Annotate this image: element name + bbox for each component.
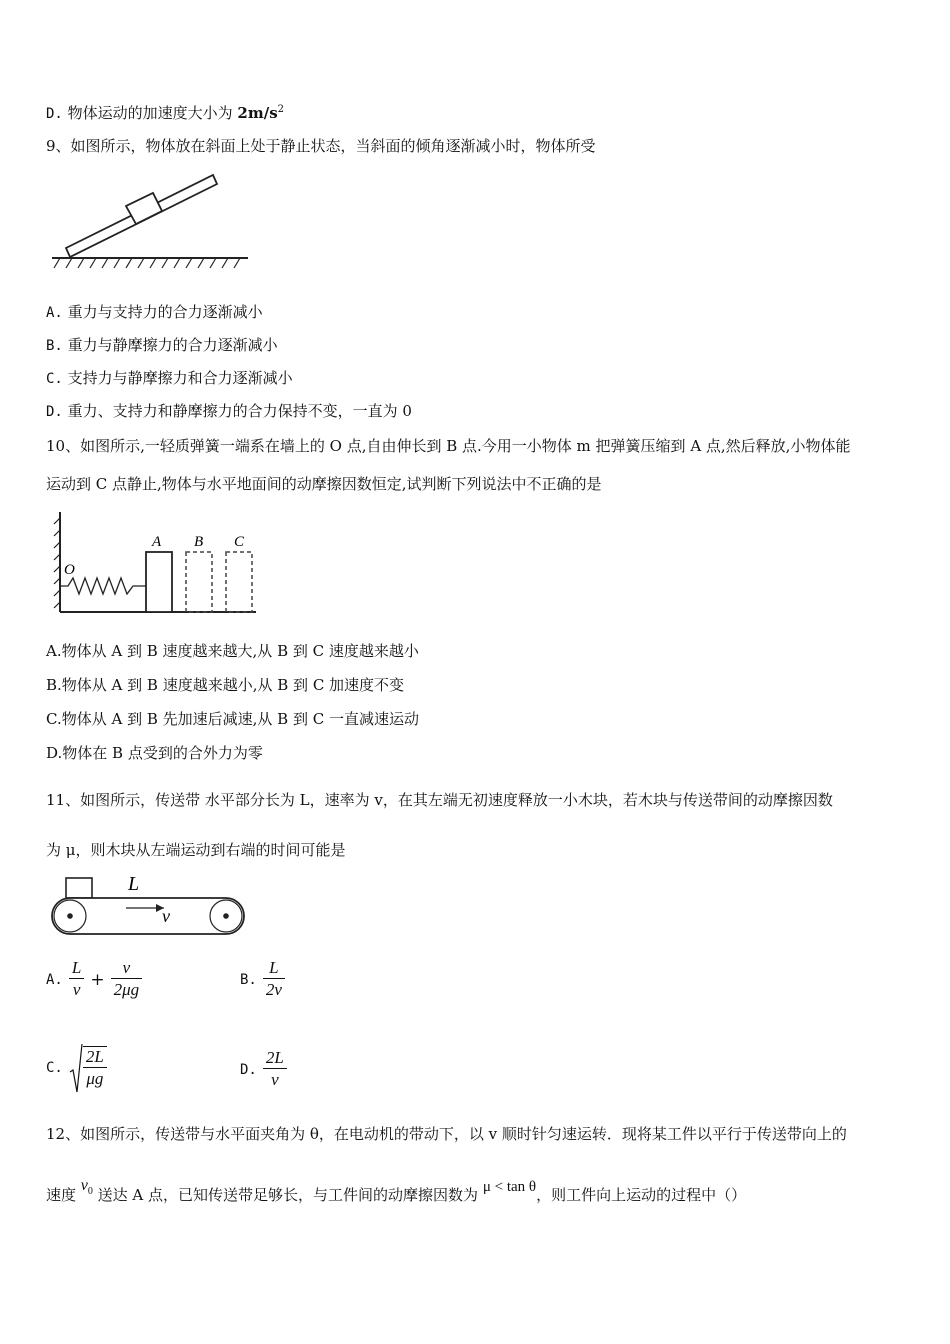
q11-option-d-num: 2L bbox=[263, 1048, 287, 1069]
q11-option-a-letter: A. bbox=[46, 971, 63, 988]
q11-option-b-den: 2v bbox=[265, 980, 282, 999]
q9-option-c bbox=[46, 368, 293, 389]
q10-label-c: C bbox=[234, 534, 245, 550]
q8-option-d-text: 物体运动的加速度大小为 bbox=[62, 104, 238, 122]
q12-stem-part-a: 速度 bbox=[46, 1186, 81, 1204]
q11-option-a bbox=[46, 958, 142, 1001]
q9-option-d-letter: D. bbox=[46, 404, 63, 420]
q11-conveyor-figure bbox=[50, 872, 250, 942]
q10-option-d: D.物体在 B 点受到的合外力为零 bbox=[46, 744, 263, 762]
q8-option-d-value: 2m/s bbox=[237, 104, 278, 122]
q9-option-d bbox=[46, 401, 412, 422]
q11-option-b-letter: B. bbox=[240, 971, 257, 988]
q12-stem-line2 bbox=[46, 1177, 747, 1212]
q11-stem-line1: 11、如图所示，传送带 水平部分长为 L，速率为 v，在其左端无初速度释放一小木块，若木块与传送带间的动摩擦因数 bbox=[46, 791, 833, 809]
q10-spring-figure bbox=[52, 508, 262, 618]
q11-option-a-fraction-2 bbox=[111, 958, 143, 1001]
q12-stem-part-b: 送达 A 点，已知传送带足够长，与工件间的动摩擦因数为 bbox=[92, 1186, 483, 1204]
q9-option-b-letter: B. bbox=[46, 338, 63, 354]
q11-option-d-fraction bbox=[263, 1048, 287, 1091]
q9-option-a bbox=[46, 302, 263, 323]
q11-option-b bbox=[240, 958, 285, 1001]
q11-option-a-f1-den: v bbox=[72, 980, 81, 999]
q11-option-d bbox=[240, 1048, 287, 1091]
q11-option-a-fraction-1 bbox=[69, 958, 84, 1001]
q11-option-a-f2-num: v bbox=[111, 958, 143, 979]
q11-option-b-fraction bbox=[263, 958, 285, 1001]
q10-option-b: B.物体从 A 到 B 速度越来越小,从 B 到 C 加速度不变 bbox=[46, 676, 405, 694]
sqrt-icon bbox=[69, 1042, 83, 1094]
q11-option-c-fraction bbox=[83, 1046, 107, 1090]
q9-option-c-text: 支持力与静摩擦力和合力逐渐减小 bbox=[62, 369, 293, 387]
q11-option-d-letter: D. bbox=[240, 1061, 257, 1078]
q12-mu-expr: μ < tan θ bbox=[482, 1179, 537, 1195]
q11-option-a-f1-num: L bbox=[69, 958, 84, 979]
q11-option-b-num: L bbox=[263, 958, 285, 979]
q10-label-o: O bbox=[64, 562, 75, 578]
q11-label-speed: v bbox=[162, 906, 170, 926]
q11-option-d-den: v bbox=[271, 1070, 279, 1089]
q11-option-c-letter: C. bbox=[46, 1060, 63, 1076]
q9-incline-figure bbox=[50, 172, 250, 272]
q9-option-a-text: 重力与支持力的合力逐渐减小 bbox=[62, 303, 263, 321]
q9-option-b-text: 重力与静摩擦力的合力逐渐减小 bbox=[62, 336, 278, 354]
q10-stem-line1: 10、如图所示,一轻质弹簧一端系在墙上的 O 点,自由伸长到 B 点.今用一小物体 m 把弹簧压缩到 A 点,然后释放,小物体能 bbox=[46, 437, 851, 455]
q12-v0 bbox=[80, 1177, 93, 1198]
q11-option-c bbox=[46, 1042, 107, 1094]
q12-v0-symbol: v bbox=[80, 1177, 88, 1194]
q10-stem-line2: 运动到 C 点静止,物体与水平地面间的动摩擦因数恒定,试判断下列说法中不正确的是 bbox=[46, 475, 602, 493]
q12-v0-sub: 0 bbox=[87, 1186, 93, 1198]
q10-label-a: A bbox=[152, 534, 162, 550]
q8-option-d bbox=[46, 100, 284, 124]
q12-stem-part-c: ，则工件向上运动的过程中（） bbox=[536, 1186, 747, 1204]
q11-option-a-f2-den: 2μg bbox=[113, 980, 140, 999]
q11-option-a-plus: + bbox=[90, 969, 105, 990]
q11-option-c-num: 2L bbox=[83, 1047, 107, 1068]
q11-label-length: L bbox=[128, 873, 140, 895]
q10-option-c: C.物体从 A 到 B 先加速后减速,从 B 到 C 一直减速运动 bbox=[46, 710, 419, 728]
q9-option-a-letter: A. bbox=[46, 305, 63, 321]
q8-option-d-letter: D. bbox=[46, 106, 63, 122]
q11-stem-line2: 为 μ，则木块从左端运动到右端的时间可能是 bbox=[46, 841, 346, 859]
q8-option-d-sup: 2 bbox=[277, 104, 285, 115]
q9-stem: 9、如图所示，物体放在斜面上处于静止状态，当斜面的倾角逐渐减小时，物体所受 bbox=[46, 137, 596, 155]
q9-option-c-letter: C. bbox=[46, 371, 63, 387]
q9-option-b bbox=[46, 335, 278, 356]
q12-stem-line1: 12、如图所示，传送带与水平面夹角为 θ，在电动机的带动下，以 v 顺时针匀速运转．现将某工件以平行于传送带向上的 bbox=[46, 1125, 847, 1143]
q11-option-c-den: μg bbox=[86, 1069, 104, 1088]
q10-option-a: A.物体从 A 到 B 速度越来越大,从 B 到 C 速度越来越小 bbox=[46, 642, 419, 660]
q9-option-d-text: 重力、支持力和静摩擦力的合力保持不变，一直为 0 bbox=[62, 402, 412, 420]
q10-label-b: B bbox=[194, 534, 204, 550]
